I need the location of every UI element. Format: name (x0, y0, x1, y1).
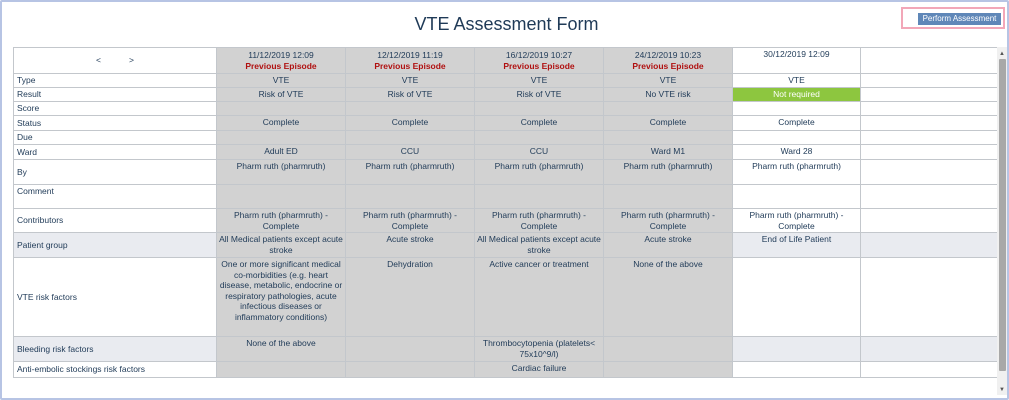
cell (733, 258, 861, 337)
previous-episode-label: Previous Episode (374, 60, 446, 71)
scroll-up-arrow-icon[interactable]: ▲ (999, 51, 1005, 57)
empty-cell (861, 160, 998, 185)
row-label: Bleeding risk factors (14, 337, 217, 362)
cell: VTE (475, 74, 604, 88)
previous-episode-label: Previous Episode (632, 60, 704, 71)
cell (346, 337, 475, 362)
cell (733, 131, 861, 145)
row-label: By (14, 160, 217, 185)
perform-assessment-focus (901, 7, 1005, 29)
column-date: 11/12/2019 12:09 (248, 50, 314, 60)
cell: Ward 28 (733, 145, 861, 160)
column-date: 12/12/2019 11:19 (377, 50, 443, 60)
cell: Dehydration (346, 258, 475, 337)
cell: Cardiac failure (475, 362, 604, 378)
row-due (14, 131, 998, 145)
row-label: Score (14, 102, 217, 116)
nav-cell (14, 48, 217, 74)
row-label: Contributors (14, 209, 217, 233)
cell: End of Life Patient (733, 233, 861, 258)
cell: None of the above (217, 337, 346, 362)
cell (346, 131, 475, 145)
cell (733, 102, 861, 116)
page-title: VTE Assessment Form (414, 14, 599, 34)
column-header-1[interactable] (217, 48, 346, 74)
row-contributors (14, 209, 998, 233)
column-header-2[interactable] (346, 48, 475, 74)
cell (217, 131, 346, 145)
cell: Pharm ruth (pharmruth) (733, 160, 861, 185)
prev-column-button[interactable]: < (96, 55, 101, 66)
cell: Pharm ruth (pharmruth) (475, 160, 604, 185)
empty-cell (861, 258, 998, 337)
not-required-badge: Not required (733, 88, 861, 102)
cell: Complete (475, 116, 604, 131)
cell (733, 362, 861, 378)
cell (475, 102, 604, 116)
cell: VTE (604, 74, 733, 88)
scrollbar-thumb[interactable] (999, 59, 1006, 371)
row-status (14, 116, 998, 131)
cell: Acute stroke (346, 233, 475, 258)
row-type (14, 74, 998, 88)
column-date: 30/12/2019 12:09 (763, 49, 830, 59)
cell (475, 185, 604, 209)
row-patient-group (14, 233, 998, 258)
cell: No VTE risk (604, 88, 733, 102)
perform-assessment-button[interactable]: Perform Assessment (918, 13, 1001, 25)
empty-cell (861, 74, 998, 88)
cell: Adult ED (217, 145, 346, 160)
row-comment (14, 185, 998, 209)
empty-cell (861, 102, 998, 116)
empty-cell (861, 185, 998, 209)
cell: Complete (346, 116, 475, 131)
cell (604, 131, 733, 145)
cell: Active cancer or treatment (475, 258, 604, 337)
cell: All Medical patients except acute stroke (217, 233, 346, 258)
row-label: Result (14, 88, 217, 102)
cell (217, 362, 346, 378)
row-label: Comment (14, 185, 217, 209)
cell: CCU (346, 145, 475, 160)
column-date: 24/12/2019 10:23 (634, 50, 702, 60)
cell: Ward M1 (604, 145, 733, 160)
empty-cell (861, 362, 998, 378)
empty-cell (861, 209, 998, 233)
cell (346, 362, 475, 378)
column-header-4[interactable] (604, 48, 733, 74)
cell: Thrombocytopenia (platelets< 75x10^9/l) (475, 337, 604, 362)
cell: VTE (733, 74, 861, 88)
cell (604, 337, 733, 362)
scroll-down-arrow-icon[interactable]: ▼ (999, 387, 1005, 393)
cell (346, 102, 475, 116)
row-vte-risk-factors (14, 258, 998, 337)
cell (604, 362, 733, 378)
cell: Pharm ruth (pharmruth) - Complete (346, 209, 475, 233)
cell: Pharm ruth (pharmruth) - Complete (604, 209, 733, 233)
cell: Complete (217, 116, 346, 131)
row-by (14, 160, 998, 185)
row-label: Anti-embolic stockings risk factors (14, 362, 217, 378)
cell: VTE (217, 74, 346, 88)
cell: Risk of VTE (346, 88, 475, 102)
cell: Risk of VTE (217, 88, 346, 102)
row-result (14, 88, 998, 102)
column-date: 16/12/2019 10:27 (505, 50, 573, 60)
cell (733, 185, 861, 209)
cell (217, 102, 346, 116)
cell (604, 102, 733, 116)
previous-episode-label: Previous Episode (503, 60, 575, 71)
cell (604, 185, 733, 209)
row-stockings-risk-factors (14, 362, 998, 378)
empty-cell (861, 88, 998, 102)
column-header-5[interactable] (733, 48, 861, 74)
column-header-3[interactable] (475, 48, 604, 74)
empty-cell (861, 116, 998, 131)
cell (475, 131, 604, 145)
row-ward (14, 145, 998, 160)
row-label: Ward (14, 145, 217, 160)
assessment-grid (13, 47, 997, 380)
cell (733, 337, 861, 362)
cell: VTE (346, 74, 475, 88)
next-column-button[interactable]: > (129, 55, 134, 66)
empty-cell (861, 337, 998, 362)
cell: None of the above (604, 258, 733, 337)
row-label: Patient group (14, 233, 217, 258)
cell: Pharm ruth (pharmruth) - Complete (475, 209, 604, 233)
assessment-table (13, 47, 997, 378)
cell: Pharm ruth (pharmruth) (604, 160, 733, 185)
cell: Pharm ruth (pharmruth) (217, 160, 346, 185)
row-bleeding-risk-factors (14, 337, 998, 362)
row-label: VTE risk factors (14, 258, 217, 337)
cell: One or more significant medical co-morbidities (e.g. heart disease, metabolic, endocrine or respiratory pathologies, acute infectious diseases or inflammatory conditions) (217, 258, 346, 337)
cell: Complete (733, 116, 861, 131)
cell: Pharm ruth (pharmruth) - Complete (217, 209, 346, 233)
row-label: Status (14, 116, 217, 131)
empty-column (861, 48, 998, 74)
cell: Complete (604, 116, 733, 131)
empty-cell (861, 131, 998, 145)
cell: Pharm ruth (pharmruth) - Complete (733, 209, 861, 233)
empty-cell (861, 233, 998, 258)
cell: Pharm ruth (pharmruth) (346, 160, 475, 185)
row-label: Type (14, 74, 217, 88)
row-score (14, 102, 998, 116)
cell (217, 185, 346, 209)
cell (346, 185, 475, 209)
cell: CCU (475, 145, 604, 160)
row-label: Due (14, 131, 217, 145)
cell: Acute stroke (604, 233, 733, 258)
empty-cell (861, 145, 998, 160)
cell: All Medical patients except acute stroke (475, 233, 604, 258)
previous-episode-label: Previous Episode (245, 60, 317, 71)
cell: Risk of VTE (475, 88, 604, 102)
header-row (14, 48, 998, 74)
